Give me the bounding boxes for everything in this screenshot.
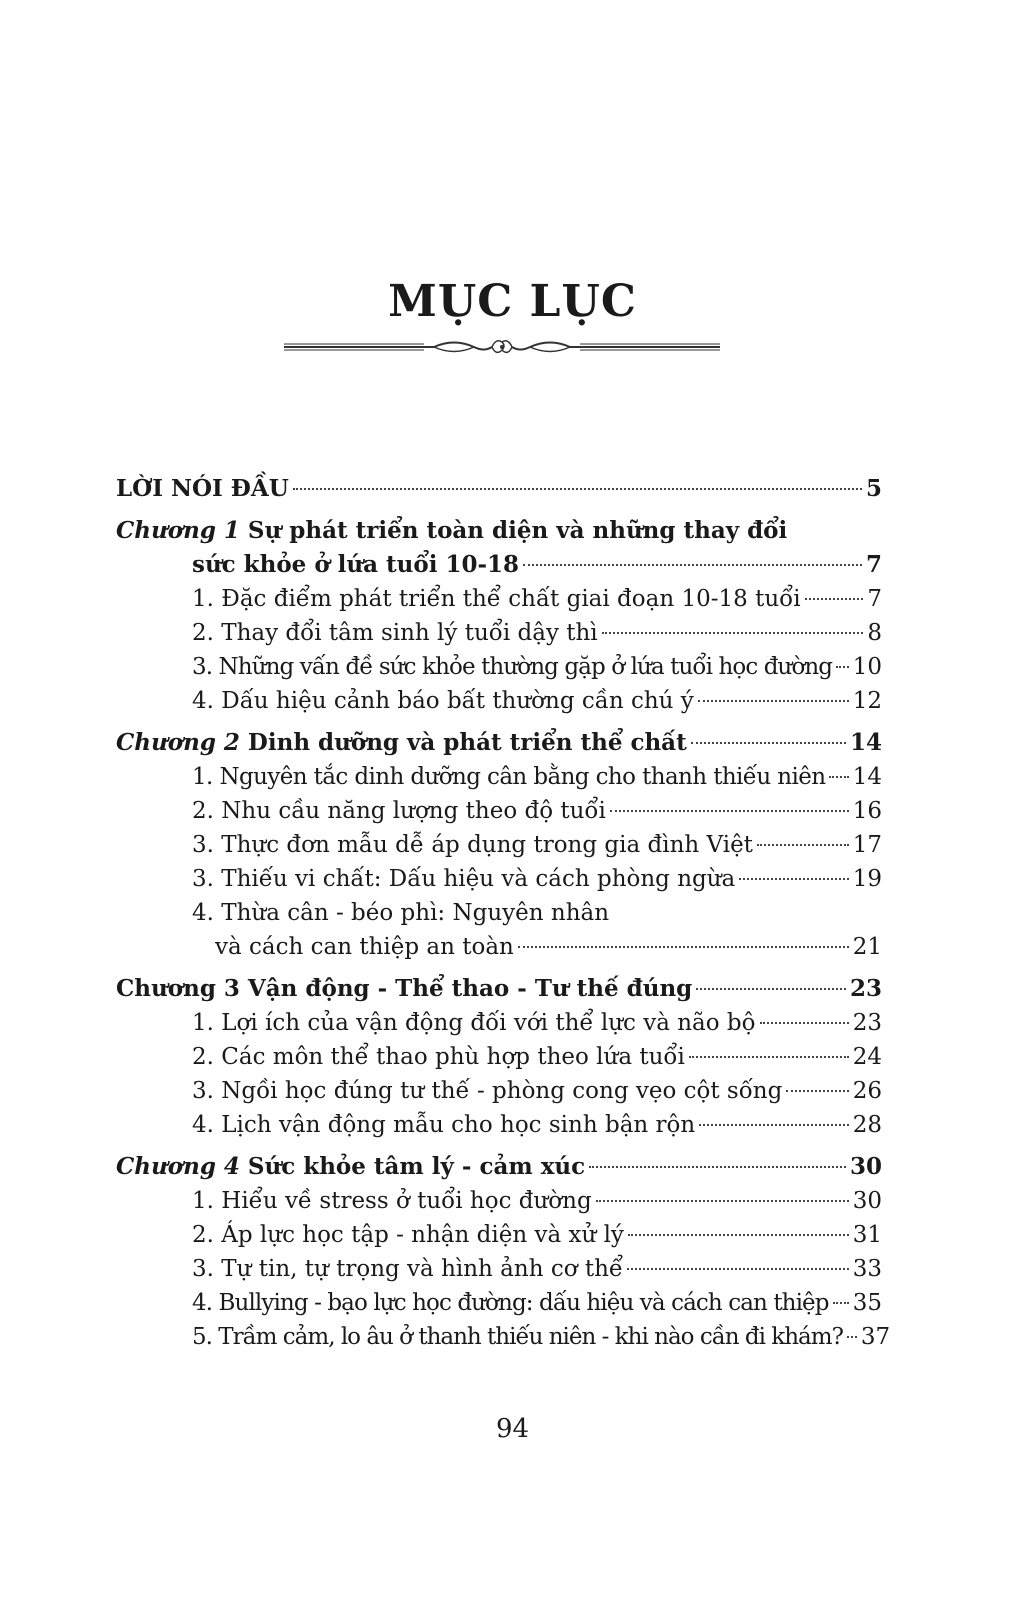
toc-page: 5 xyxy=(865,475,882,502)
toc-item[interactable] xyxy=(116,1184,882,1218)
dot-leader xyxy=(696,988,846,990)
toc-page: 12 xyxy=(852,688,882,714)
chapter-prefix: Chương 3 xyxy=(116,975,240,1002)
toc-item[interactable] xyxy=(116,1286,882,1320)
dot-leader xyxy=(786,1090,848,1092)
toc-label: 3. Thực đơn mẫu dễ áp dụng trong gia đình Việt xyxy=(192,832,753,858)
toc-page: 7 xyxy=(865,551,882,578)
toc-label: 1. Nguyên tắc dinh dưỡng cân bằng cho thanh thiếu niên xyxy=(192,764,826,790)
toc-label: 4. Thừa cân - béo phì: Nguyên nhân xyxy=(192,900,610,926)
toc-item[interactable] xyxy=(116,1074,882,1108)
toc-label: 4. Lịch vận động mẫu cho học sinh bận rộn xyxy=(192,1112,696,1138)
toc-item[interactable] xyxy=(116,862,882,896)
toc-page: 7 xyxy=(867,586,882,612)
dot-leader xyxy=(698,700,849,702)
toc-page: 23 xyxy=(852,1010,882,1036)
chapter-title: Sức khỏe tâm lý - cảm xúc xyxy=(247,1153,586,1180)
toc-page: 28 xyxy=(852,1112,882,1138)
toc-page: 10 xyxy=(852,654,882,680)
toc-label: 3. Tự tin, tự trọng và hình ảnh cơ thể xyxy=(192,1256,624,1282)
toc-item[interactable] xyxy=(116,896,882,930)
toc-label: 2. Các môn thể thao phù hợp theo lứa tuổi xyxy=(192,1044,685,1070)
toc-label: 2. Áp lực học tập - nhận diện và xử lý xyxy=(192,1222,624,1248)
toc-label: 4. Bullying - bạo lực học đường: dấu hiệu và cách can thiệp xyxy=(192,1290,829,1316)
toc-item[interactable] xyxy=(116,1218,882,1252)
toc-label: 3. Những vấn đề sức khỏe thường gặp ở lứa tuổi học đường xyxy=(192,654,833,680)
toc-label: 1. Lợi ích của vận động đối với thể lực và não bộ xyxy=(192,1010,756,1036)
toc-page: 31 xyxy=(852,1222,882,1248)
chapter-title: Dinh dưỡng và phát triển thể chất xyxy=(247,729,687,756)
toc-label: 3. Ngồi học đúng tư thế - phòng cong vẹo cột sống xyxy=(192,1078,783,1104)
toc-page: 19 xyxy=(852,866,882,892)
toc-item[interactable] xyxy=(116,650,882,684)
dot-leader xyxy=(689,1056,849,1058)
dot-leader xyxy=(596,1200,849,1202)
toc-item[interactable] xyxy=(116,582,882,616)
toc-page: 26 xyxy=(852,1078,882,1104)
toc-page: 33 xyxy=(852,1256,882,1282)
toc-page: 8 xyxy=(867,620,882,646)
toc-item[interactable] xyxy=(116,1108,882,1142)
toc-item[interactable] xyxy=(116,760,882,794)
dot-leader xyxy=(805,598,864,600)
toc-chapter-2[interactable] xyxy=(116,726,882,760)
toc-item[interactable] xyxy=(116,684,882,718)
toc-page: 37 xyxy=(860,1324,891,1350)
toc-chapter-1[interactable] xyxy=(116,514,882,548)
chapter-prefix: Chương 1 xyxy=(116,517,240,544)
dot-leader xyxy=(610,810,849,812)
toc-item[interactable] xyxy=(116,794,882,828)
toc-page: 23 xyxy=(849,975,882,1002)
toc-page: 30 xyxy=(849,1153,882,1180)
toc-page: 17 xyxy=(852,832,882,858)
dot-leader xyxy=(602,632,864,634)
dot-leader xyxy=(847,1336,857,1338)
dot-leader xyxy=(757,844,849,846)
page-title: MỤC LỤC xyxy=(388,276,637,327)
chapter-title: Vận động - Thể thao - Tư thế đúng xyxy=(247,975,693,1002)
toc-item[interactable] xyxy=(116,1252,882,1286)
toc-chapter-3[interactable] xyxy=(116,972,882,1006)
toc-label: 2. Thay đổi tâm sinh lý tuổi dậy thì xyxy=(192,620,598,646)
toc-item[interactable] xyxy=(116,1040,882,1074)
dot-leader xyxy=(691,742,846,744)
page-number: 94 xyxy=(495,1414,530,1444)
dot-leader xyxy=(739,878,848,880)
chapter-title: sức khỏe ở lứa tuổi 10-18 xyxy=(192,551,520,578)
toc-item-cont[interactable] xyxy=(116,930,882,964)
toc-label: 2. Nhu cầu năng lượng theo độ tuổi xyxy=(192,798,606,824)
toc-page: 30 xyxy=(852,1188,882,1214)
dot-leader xyxy=(833,1302,849,1304)
toc-label: 4. Dấu hiệu cảnh báo bất thường cần chú ý xyxy=(192,688,694,714)
toc-item[interactable] xyxy=(116,616,882,650)
dot-leader xyxy=(293,488,862,490)
toc-item[interactable] xyxy=(116,1320,891,1354)
toc-chapter-1-cont[interactable] xyxy=(116,548,882,582)
toc-label: LỜI NÓI ĐẦU xyxy=(116,475,289,502)
chapter-title: Sự phát triển toàn diện và những thay đổi xyxy=(247,517,788,544)
dot-leader xyxy=(829,776,848,778)
dot-leader xyxy=(523,564,862,566)
toc-label: và cách can thiệp an toàn xyxy=(215,934,514,960)
toc-label: 5. Trầm cảm, lo âu ở thanh thiếu niên - khi nào cần đi khám? xyxy=(192,1324,843,1350)
toc-page: 16 xyxy=(852,798,882,824)
toc-chapter-4[interactable] xyxy=(116,1150,882,1184)
dot-leader xyxy=(627,1268,849,1270)
toc-page: 14 xyxy=(852,764,882,790)
toc-label: 3. Thiếu vi chất: Dấu hiệu và cách phòng ngừa xyxy=(192,866,736,892)
toc-preface[interactable] xyxy=(116,472,882,506)
toc-label: 1. Hiểu về stress ở tuổi học đường xyxy=(192,1188,592,1214)
toc-page: 21 xyxy=(852,934,882,960)
toc-page: 35 xyxy=(852,1290,882,1316)
toc-page: 14 xyxy=(849,729,882,756)
dot-leader xyxy=(699,1124,849,1126)
toc-label: 1. Đặc điểm phát triển thể chất giai đoạn 10-18 tuổi xyxy=(192,586,801,612)
toc-page: 24 xyxy=(852,1044,882,1070)
chapter-prefix: Chương 4 xyxy=(116,1153,240,1180)
dot-leader xyxy=(628,1234,849,1236)
dot-leader xyxy=(518,946,849,948)
ornamental-divider-icon xyxy=(284,336,720,358)
toc-item[interactable] xyxy=(116,1006,882,1040)
table-of-contents xyxy=(116,472,891,1354)
chapter-prefix: Chương 2 xyxy=(116,729,240,756)
toc-item[interactable] xyxy=(116,828,882,862)
dot-leader xyxy=(760,1022,849,1024)
dot-leader xyxy=(836,666,849,668)
dot-leader xyxy=(589,1166,846,1168)
